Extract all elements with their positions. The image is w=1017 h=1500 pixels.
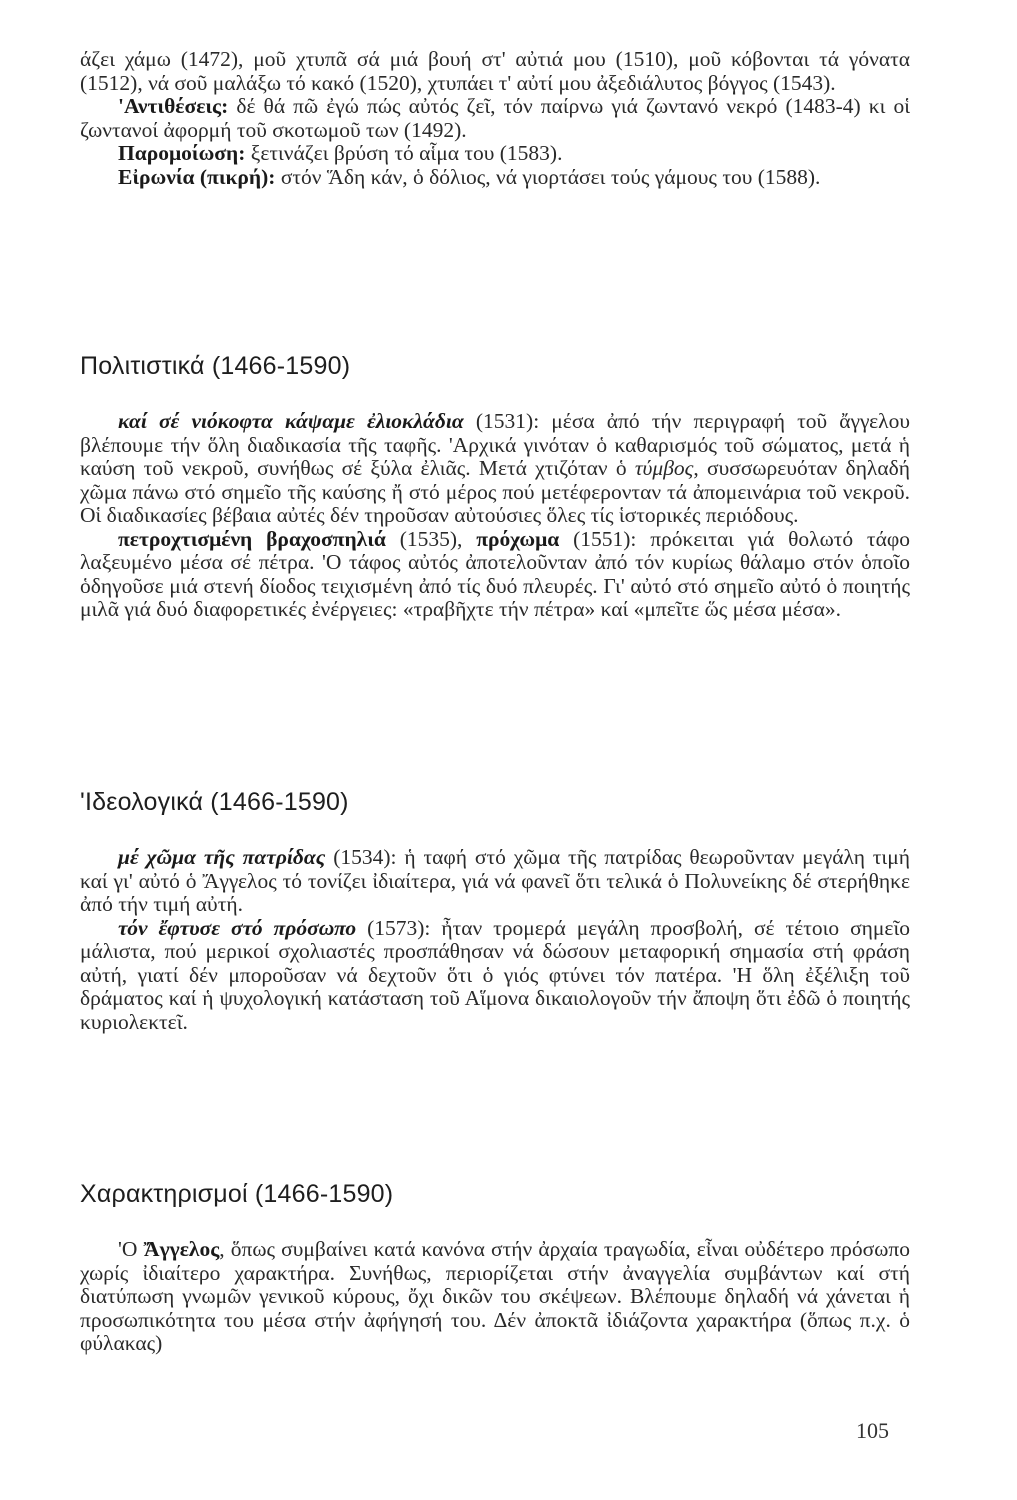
ideological-term-2: τόν ἔφτυσε στό πρόσωπο xyxy=(118,915,357,940)
cultural-block xyxy=(80,410,910,622)
simile-term: Παρομοίωση: xyxy=(118,141,246,165)
cultural-paragraph-1: καί σέ νιόκοφτα κάψαμε ἐλιοκλάδια (1531): μέσα ἀπό τήν περιγραφή τοῦ ἄγγελου βλέπουμε τήν ὅλη διαδικασία τῆς ταφῆς. 'Αρχικά γινόταν ὁ καθαρισμός τοῦ σώματος, μετά ἡ καύση τοῦ νεκροῦ, συνήθως σέ ξύλα ἐλιᾶς. Μετά χτιζόταν ὁ τύμβος, συσσωρευόταν δηλαδή χῶμα πάνω στό σημεῖο τῆς καύσης ἤ στό μέρος πού μετέφερονταν τά ἀπομεινάρια τοῦ νεκροῦ. Οἱ διαδικασίες βέβαια αὐτές δέν τηροῦσαν αὐτούσιες ὅλες τίς ἱστορικές περιόδους. xyxy=(80,409,910,527)
intro-block xyxy=(80,48,910,189)
ideological-block xyxy=(80,846,910,1034)
simile-paragraph: Παρομοίωση: ξετινάζει βρύση τό αἷμα του (1583). xyxy=(118,141,563,165)
intro-paragraph: άζει χάμω (1472), μοῦ χτυπᾶ σά μιά βουή στ' αὐτιά μου (1510), μοῦ κόβονται τά γόνατα (1512), νά σοῦ μαλάξω τό κακό (1520), χτυπάει τ' αὐτί μου ἀξεδιάλυτος βόγγος (1543). xyxy=(80,47,910,95)
ideological-paragraph-2: τόν ἔφτυσε στό πρόσωπο (1573): ἦταν τρομερά μεγάλη προσβολή, σέ τέτοιο σημεῖο μάλιστα, πού μερικοί σχολιαστές προσπάθησαν νά δώσουν μεταφορική σημασία στή φράση αὐτή, γιατί δέν μποροῦσαν νά δεχτοῦν ὅτι ὁ γιός φτύνει τόν πατέρα. 'Η ὅλη ἐξέλιξη τοῦ δράματος καί ἡ ψυχολογική κατάσταση τοῦ Αἵμονα δικαιολογοῦν τήν ἄποψη ὅτι ἐδῶ ὁ ποιητής κυριολεκτεῖ. xyxy=(80,915,910,1034)
characterizations-paragraph-1: 'Ο Ἄγγελος, ὅπως συμβαίνει κατά κανόνα στήν ἀρχαία τραγωδία, εἶναι οὐδέτερο πρόσωπο χωρίς ἰδιαίτερο χαρακτήρα. Συνήθως, περιορίζεται στήν ἀναγγελία συμβάντων καί στή διατύπωση γνωμῶν γενικοῦ κύρους, ὄχι δικῶν του σκέψεων. Βλέπουμε δηλαδή νά χάνεται ἡ προσωπικότητα του μέσα στήν ἀφήγησή του. Δέν ἀποκτᾶ ἰδιάζοντα χαρακτήρα (ὅπως π.χ. ὁ φύλακας) xyxy=(80,1237,910,1355)
cultural-term-3: πρόχωμα xyxy=(476,526,560,551)
irony-term: Εἰρωνία (πικρή): xyxy=(118,164,276,189)
heading-cultural: Πολιτιστικά (1466-1590) xyxy=(80,352,351,380)
antitheses-paragraph: 'Αντιθέσεις: δέ θά πῶ ἐγώ πώς αὐτός ζεῖ, τόν παίρνω γιά ζωντανό νεκρό (1483-4) κι οἱ ζωντανοί ἀφορμή τοῦ σκοτωμοῦ των (1492). xyxy=(80,94,910,142)
antitheses-term: 'Αντιθέσεις: xyxy=(118,94,229,118)
ideological-paragraph-1: μέ χῶμα τῆς πατρίδας (1534): ἡ ταφή στό χῶμα τῆς πατρίδας θεωροῦνταν μεγάλη τιμή καί γι' αὐτό ὁ Ἄγγελος τό τονίζει ἰδιαίτερα, γιά νά φανεῖ ὅτι τελικά ὁ Πολυνείκης δέ στερήθηκε ἀπό τήν τιμή αὐτή. xyxy=(80,845,910,916)
page-number: 105 xyxy=(856,1418,889,1443)
characterizations-term-1: Ἄγγελος xyxy=(143,1237,220,1261)
heading-ideological: 'Ιδεολογικά (1466-1590) xyxy=(80,788,349,816)
irony-paragraph: Εἰρωνία (πικρή): στόν Ἅδη κάν, ὁ δόλιος, νά γιορτάσει τούς γάμους του (1588). xyxy=(118,164,821,189)
cultural-paragraph-2: πετροχτισμένη βραχοσπηλιά (1535), πρόχωμα (1551): πρόκειται γιά θολωτό τάφο λαξευμένο μέσα σέ πέτρα. 'Ο τάφος αὐτός ἀποτελοῦνταν ἀπό τόν κυρίως θάλαμο στόν ὁποῖο ὁδηγοῦσε μιά στενή δίοδος τειχισμένη ἀπό τίς δυό πλευρές. Γι' αὐτό στό σημεῖο αὐτό ὁ ποιητής μιλᾶ γιά δυό διαφορετικές ἐνέργειες: «τραβῆχτε τήν πέτρα» καί «μπεῖτε ὥς μέσα μέσα». xyxy=(80,526,910,621)
cultural-term-2: πετροχτισμένη βραχοσπηλιά xyxy=(118,526,386,551)
cultural-term-1: καί σέ νιόκοφτα κάψαμε ἐλιοκλάδια xyxy=(118,409,464,433)
ideological-term-1: μέ χῶμα τῆς πατρίδας xyxy=(118,845,326,869)
characterizations-block xyxy=(80,1238,910,1356)
heading-characterizations: Χαρακτηρισμοί (1466-1590) xyxy=(80,1180,394,1208)
